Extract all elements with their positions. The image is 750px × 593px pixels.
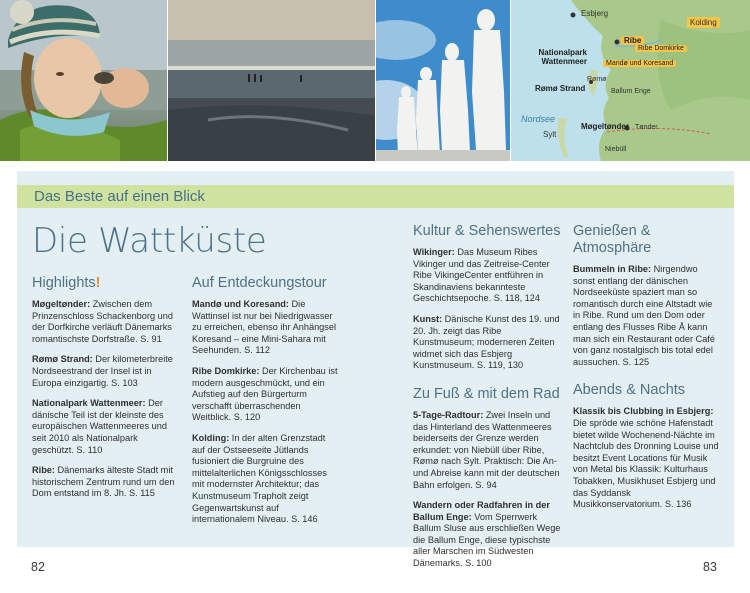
heading-geniessen: Genießen & Atmosphäre [573,223,652,256]
list-item: Klassik bis Clubbing in Esbjerg: Die spröde wie schöne Hafenstadt bietet wilde Wochenend-Nächte im Nachtclub des Dronning Louise und besitzt Event Locations für Musik von Metal bis Klassik: Kulturhaus Tobakken, Musikhuset Esbjerg und das Syddansk Musikkonservatorium. S. 136 [573,406,719,510]
map-label-mando: Mandø und Koresand [603,60,676,67]
column-entdeckungstour [192,275,340,535]
map-label-romo: Rømø [587,76,607,83]
list-item: Kunst: Dänische Kunst des 19. und 20. Jh. zeigt das Ribe Kunstmuseum; moderneren Zeiten widmet sich das Esbjerg Kunstmuseum. S. 119, 130 [413,313,560,371]
page-title: Die Wattküste [32,221,267,261]
list-item: Møgeltønder: Zwischen dem Prinzenschloss Schackenborg und der Dorfkirche verläuft Dänemarks romantischste Dorfstraße. S. 91 [32,299,173,344]
list-item: Bummeln in Ribe: Nirgendwo sonst entlang der dänischen Nordseeküste spaziert man so romantisch durch eine Altstadt wie in Ribe. Rund um den Dom oder entlang des Flusses Ribe Å kann man sich ein Restaurant oder Café von ganz nostalgisch bis total edel aussuchen. S. 125 [573,264,715,367]
map-label-mogeltonder: Møgeltønder [581,122,629,131]
map-label-esbjerg: Esbjerg [581,9,609,18]
heading-highlights: Highlights! [32,275,101,291]
photo-woman-eating-oyster [0,0,167,161]
list-item: 5-Tage-Radtour: Zwei Inseln und das Hinterland des Wattenmeeres beiderseits der Grenze werden erkundet: von Niebüll über Ribe, Rømø nach Sylt. Praktisch: Die An- und Abreise kann mit der deutschen Bahn erfolgen. S. 94 [413,409,560,490]
map-label-nordsee: Nordsee [521,114,556,124]
list-item: Wandern oder Radfahren in der Ballum Enge: Vom Sperrwerk Ballum Sluse aus erschließen Wege die Ballum Enge, diese typischste aller Marschen im Südwesten Dänemarks. S. 100 [413,500,561,569]
map-label-ribe: Ribe [621,36,644,45]
photo-strip [0,0,750,161]
page-number-right: 83 [703,560,717,574]
photo-mudflat-wadden-sea [168,0,375,161]
map-label-sylt: Sylt [543,130,557,139]
exclamation-mark-icon: ! [95,275,101,291]
list-item: Wikinger: Das Museum Ribes Vikinger und das Zeitreise-Center Ribe VikingeCenter entführen in Skandinaviens bekannteste Geschichtsepoche. S. 118, 124 [413,247,550,304]
map-label-kolding: Kolding [687,17,720,28]
list-item: Kolding: In der alten Grenzstadt auf der Ostseeseite Jütlands fusioniert die Burgruine des mittelalterlichen Königsschlosses mit modernster Architektur; das Kunstmuseum Trapholt zeigt Gegenwartskunst auf internationalem Niveau. S. 146 [192,432,327,525]
heading-entdeckungstour: Auf Entdeckungstour [192,275,327,291]
map-label-ribe-domkirke: Ribe Domkirke [635,45,687,52]
map-label-romo-strand: Rømø Strand [535,84,586,93]
banner [17,185,734,208]
list-item: Rømø Strand: Der kilometerbreite Nordseestrand der Insel ist in Europa einzigartig. S. 103 [32,354,173,388]
page-number-left: 82 [31,560,45,574]
column-highlights [32,275,178,509]
column-geniessen-abends [573,223,719,520]
column-kultur-fuss [413,223,561,579]
map-label-nationalpark: Nationalpark Wattenmeer [538,48,587,66]
list-item: Mandø und Koresand: Die Wattinsel ist nur bei Niedrigwasser zu erreichen, ebenso ihr Anhängsel Koresand – eine Mini-Sahara mit Seehunden. S. 112 [192,299,337,356]
map-label-tonder: Tønder [635,124,658,131]
list-item: Ribe Domkirke: Der Kirchenbau ist modern ausgeschmückt, und ein Aufstieg auf den Bürgerturm verschafft überraschenden Weitblick. S. 120 [192,365,338,423]
list-item: Nationalpark Wattenmeer: Der dänische Teil ist der kleinste des europäischen Wattenmeeres und seit 2010 als Nationalpark geschützt. S. 110 [32,398,167,455]
banner-title: Das Beste auf einen Blick [34,188,205,205]
heading-abends: Abends & Nachts [573,382,686,399]
list-item: Ribe: Dänemarks älteste Stadt mit historischem Zentrum rund um den Dom entstand im 8. Jh. S. 115 [32,465,175,499]
map-label-niebull: Niebüll [605,146,627,153]
heading-zu-fuss: Zu Fuß & mit dem Rad [413,385,560,402]
map-wadden-coast [511,0,750,161]
photo-white-statues [376,0,510,161]
map-label-ballum: Ballum Enge [611,88,651,95]
heading-kultur: Kultur & Sehenswertes [413,223,561,239]
